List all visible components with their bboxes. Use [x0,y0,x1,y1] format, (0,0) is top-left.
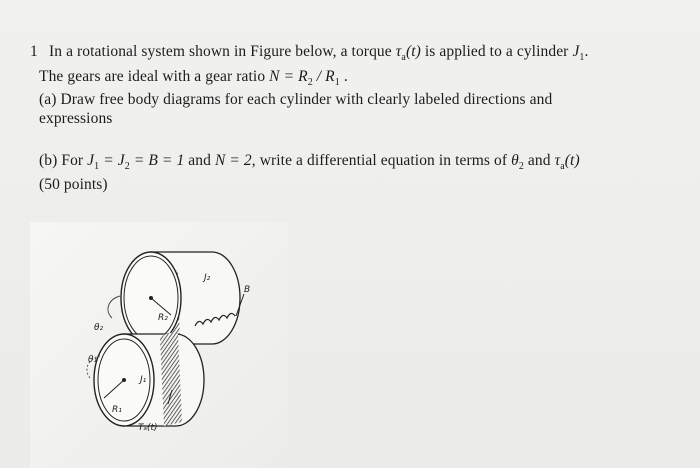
part-b-prefix: (b) For [39,152,84,169]
label-b: B [244,285,251,295]
part-a-line-2: expressions [39,110,113,127]
ratio-end: . [339,68,348,85]
pb-eq1: = J [99,152,125,169]
gear-system-drawing [30,222,288,468]
label-j2: J₂ [204,273,211,283]
cylinder-symbol: J [572,43,580,60]
pb-tau-sub: a [560,161,565,173]
pb-theta-sub: 2 [518,161,524,173]
line1-text-b: is applied to a cylinder [424,43,569,60]
pb-and: and [184,152,215,169]
axis-j1-center [122,378,126,382]
pb-j: J [87,152,95,169]
points-label: (50 points) [39,176,108,193]
line1-end: . [584,43,589,60]
label-torque: Tₐ(t) [138,423,158,433]
pb-and2: and [523,152,555,169]
ratio-subscript-b: 1 [334,77,340,89]
question-line-2 [39,68,348,88]
pb-n: N = 2 [214,152,252,169]
ratio-subscript-a: 2 [307,77,313,89]
torque-argument: (t) [405,43,421,60]
label-theta2: θ₂ [94,323,104,333]
pb-tau: τ [554,152,561,169]
pb-sub2: 2 [124,161,130,173]
label-r2: R₂ [158,313,168,323]
part-a-line-1: (a) Draw free body diagrams for each cylinder with clearly labeled directions and [39,91,553,108]
axis-j2-center [149,296,153,300]
pb-tau-arg: (t) [564,152,580,169]
cylinder-subscript: 1 [579,52,585,64]
pb-eq2: = B = 1 [129,152,185,169]
pb-text: , write a differential equation in terms of [251,152,508,169]
part-b-line [39,152,580,172]
line2-text: The gears are ideal with a gear ratio [39,68,266,85]
gear-system-figure [30,222,288,468]
pb-sub1: 1 [94,161,100,173]
ratio-expression: N = R [269,68,308,85]
label-theta1: θ₁ [88,355,98,365]
label-r1: R₁ [112,405,122,415]
torque-subscript: a [401,52,406,64]
torque-symbol: τ [395,43,402,60]
line1-text-a: In a rotational system shown in Figure below, a torque [49,43,392,60]
question-line-1 [49,43,589,63]
question-number: 1 [30,43,38,60]
pb-theta: θ [511,152,519,169]
ratio-middle: / R [312,68,335,85]
label-j1: J₁ [140,375,147,385]
